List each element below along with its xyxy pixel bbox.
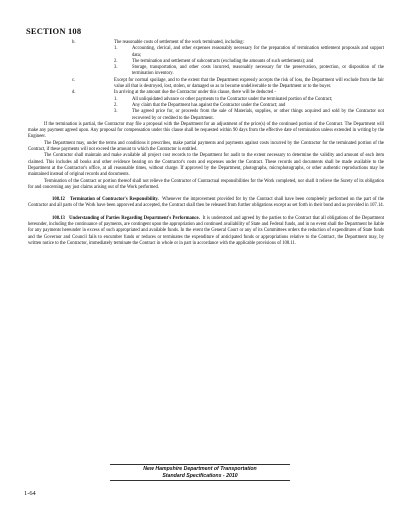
page-number: 1-64 xyxy=(24,490,36,497)
subsection-text: Whenever the improvement provided for by the Contract shall have been completely performed on the part of the Contractor and all parts of the Work have been approved and accepted, the Contract shall then be released from further obligations except as set forth in their bond and as provided in 107.14. xyxy=(28,197,384,209)
list-item-text: The agreed price for, or proceeds from the sale of Materials, supplies, or other things acquired and sold by the Contractor not recovered by or credited to the Department. xyxy=(132,109,384,121)
list-item xyxy=(28,78,384,91)
list-item-marker: 2. xyxy=(114,102,118,108)
subsection-heading xyxy=(52,197,159,202)
footer-agency: New Hampshire Department of Transportation xyxy=(143,466,257,472)
list-item-text: In arriving at the amount due the Contractor under this clause, there will be deducted - xyxy=(114,90,276,96)
paragraph-list xyxy=(28,122,384,191)
subsection-heading xyxy=(52,216,200,221)
subsection-number: 108.13 xyxy=(52,215,65,221)
list-item xyxy=(28,65,384,78)
list-item-marker: c. xyxy=(72,77,76,83)
list-item-text: Except for normal spoilage, and to the extent that the Department expressly accepts the risk of loss, the Department will exclude from the fair value all that is destroyed, lost, stolen, or damaged so as to become undeliverable to the Department or to the buyer. xyxy=(114,77,384,90)
body-paragraph: The Contractor shall maintain and make available all project cost records to the Department for audit to the extent necessary to determine the validity and amount of each item claimed. This includes all books and other evidence bearing on the Contractor's costs and expenses under the Contract. These records and documents shall be made available to the Department at the Contractor's office, at all reasonable times, without charge. If approved by the Department, photographs, microphotographs, or other authentic reproductions may be maintained instead of original records and documents. xyxy=(28,153,384,178)
body-paragraph: Termination of the Contract or portion thereof shall not relieve the Contractor of Contractual responsibilities for the Work completed, nor shall it relieve the Surety of its obligation for and concerning any just claims arising out of the Work performed. xyxy=(28,178,384,190)
list-item-text: The reasonable costs of settlement of the work terminated, including: xyxy=(114,40,244,45)
section-title: SECTION 108 xyxy=(26,26,82,36)
list-item-marker: 1. xyxy=(114,46,118,52)
subsection xyxy=(28,216,384,247)
subsection-list xyxy=(28,197,384,247)
footer-rule-top xyxy=(110,464,290,465)
list-item-marker: d. xyxy=(72,90,76,96)
footer xyxy=(0,466,400,479)
list-item-marker: 2. xyxy=(114,58,118,64)
list-item-marker: 1. xyxy=(114,96,118,102)
list-item-marker: b. xyxy=(72,40,76,45)
list-item-text: Any claim that the Department has against the Contractor under the Contract; and xyxy=(132,102,286,108)
subsection xyxy=(28,197,384,210)
list-item-marker: 3. xyxy=(114,109,118,115)
subsection-title: Termination of Contractor's Responsibility. xyxy=(70,197,159,203)
list-item-text: Accounting, clerical, and other expenses reasonably necessary for the preparation of termination settlement proposals and support data; xyxy=(132,46,384,58)
body-paragraph: The Department may, under the terms and conditions it prescribes, make partial payments and payments against costs incurred by the Contractor for the terminated portion of the Contract, if these payments will not exceed the amount to which the Contractor is entitled. xyxy=(28,140,384,153)
footer-rule-bottom xyxy=(110,480,290,481)
list-item-text: Storage, transportation, and other costs incurred, reasonably necessary for the preservation, protection, or disposition of the termination inventory. xyxy=(132,65,384,77)
list-item-text: The termination and settlement of subcontracts (excluding the amounts of such settlements); and xyxy=(132,58,314,64)
item-list xyxy=(28,40,384,122)
subsection-text: It is understood and agreed by the parties to the Contract that all obligations of the Department hereunder, including the continuance of payments, are contingent upon the appropriation and continued availability of State and Federal funds, and in no event shall the Department be liable for any payments hereunder in excess of such appropriated and available funds. In the event the General Court or any of its Committees orders the reduction of expenditures of State funds and the Governor and Council fails to encumber funds or reduces or terminates the expenditure of anticipated funds or appropriations relative to the Contract, the Department may, by written notice to the Contractor, immediately terminate the Contract in whole or in part in accordance with the applicable provisions of 108.11. xyxy=(28,215,385,246)
list-item-marker: 3. xyxy=(114,65,118,71)
list-item xyxy=(28,109,384,122)
list-item xyxy=(28,46,384,59)
subsection-number: 108.12 xyxy=(52,197,65,203)
list-item-text: All unliquidated advance or other payments to the Contractor under the terminated portion of the Contract; xyxy=(132,96,333,102)
footer-spec-title: Standard Specifications - 2010 xyxy=(162,472,238,479)
document-body xyxy=(28,40,384,247)
subsection-title: Understanding of Parties Regarding Department's Performance. xyxy=(69,215,200,221)
body-paragraph: If the termination is partial, the Contractor may file a proposal with the Department for an adjustment of the price(s) of the continued portion of the Contract. The Department will make any payment agreed upon. Any proposal for compensation under this clause shall be requested within 90 days from the effective date of termination unless extended in writing by the Engineer. xyxy=(28,121,384,140)
